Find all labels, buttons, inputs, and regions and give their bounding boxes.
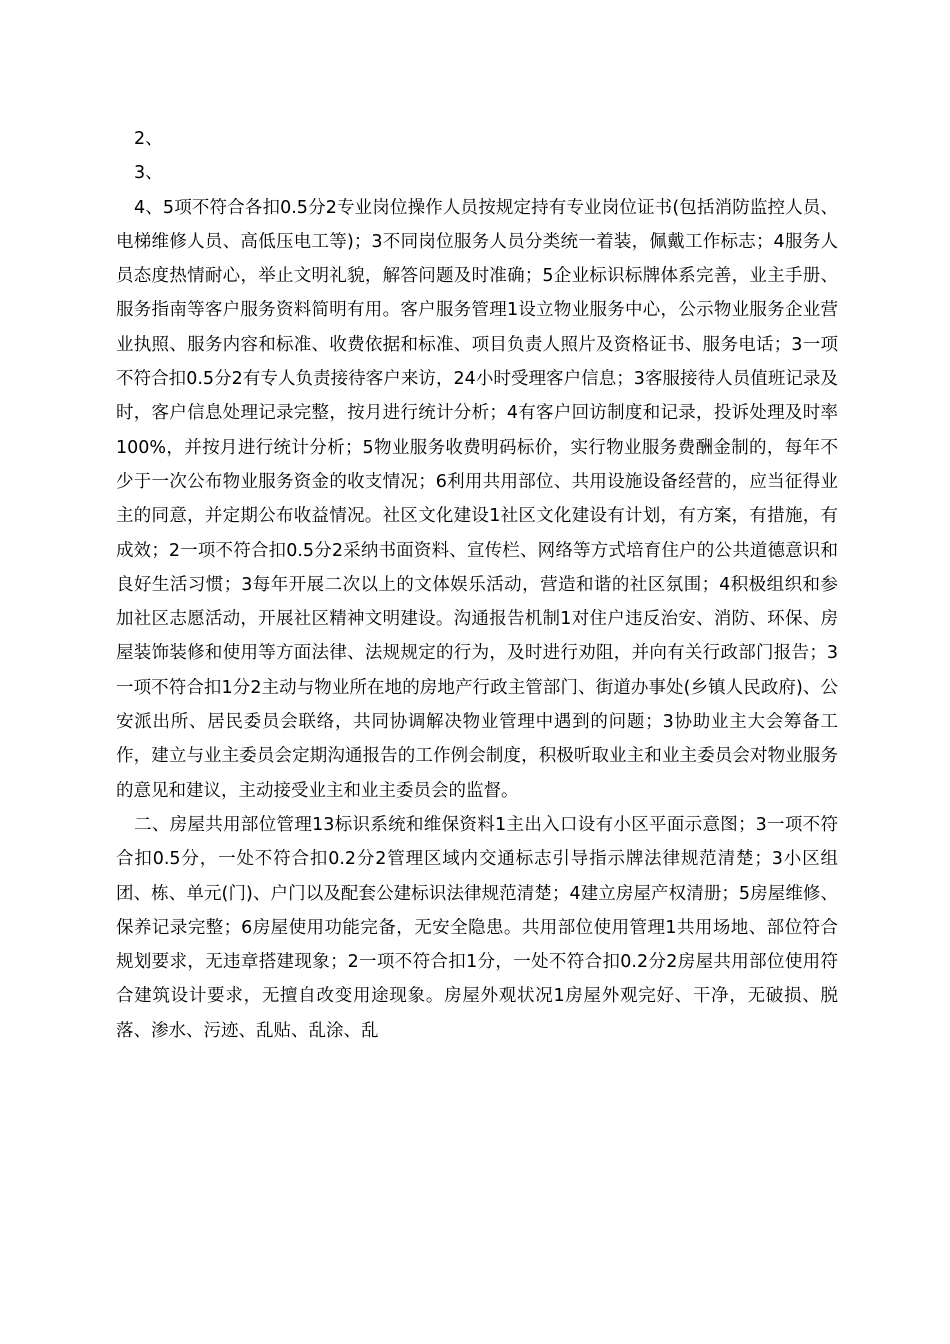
document-body [116,122,838,1048]
paragraph-shared-parts-management: 二、房屋共用部位管理13标识系统和维保资料1主出入口设有小区平面示意图；3一项不符合扣0.5分，一处不符合扣0.2分2管理区域内交通标志引导指示牌法律规范清楚；3小区组团、栋、单元(门)、户门以及配套公建标识法律规范清楚；4建立房屋产权清册；5房屋维修、保养记录完整；6房屋使用功能完备，无安全隐患。共用部位使用管理1共用场地、部位符合规划要求，无违章搭建现象；2一项不符合扣1分，一处不符合扣0.2分2房屋共用部位使用符合建筑设计要求，无擅自改变用途现象。房屋外观状况1房屋外观完好、干净，无破损、脱落、渗水、污迹、乱贴、乱涂、乱 [116,814,838,1041]
list-item-2: 2、 [134,129,163,149]
list-item-3: 3、 [134,163,163,184]
paragraph-customer-service: 4、5项不符合各扣0.5分2专业岗位操作人员按规定持有专业岗位证书(包括消防监控人员、电梯维修人员、高低压电工等)；3不同岗位服务人员分类统一着装，佩戴工作标志；4服务人员态度热情耐心，举止文明礼貌，解答问题及时准确；5企业标识标牌体系完善，业主手册、服务指南等客户服务资料简明有用。客户服务管理1设立物业服务中心，公示物业服务企业营业执照、服务内容和标准、收费依据和标准、项目负责人照片及资格证书、服务电话；3一项不符合扣0.5分2有专人负责接待客户来访，24小时受理客户信息；3客服接待人员值班记录及时，客户信息处理记录完整，按月进行统计分析；4有客户回访制度和记录，投诉处理及时率100%，并按月进行统计分析；5物业服务收费明码标价，实行物业服务费酬金制的，每年不少于一次公布物业服务资金的收支情况；6利用共用部位、共用设施设备经营的，应当征得业主的同意，并定期公布收益情况。社区文化建设1社区文化建设有计划，有方案，有措施，有成效；2一项不符合扣0.5分2采纳书面资料、宣传栏、网络等方式培育住户的公共道德意识和良好生活习惯；3每年开展二次以上的文体娱乐活动，营造和谐的社区氛围；4积极组织和参加社区志愿活动，开展社区精神文明建设。沟通报告机制1对住户违反治安、消防、环保、房屋装饰装修和使用等方面法律、法规规定的行为，及时进行劝阻，并向有关行政部门报告；3一项不符合扣1分2主动与物业所在地的房地产行政主管部门、街道办事处(乡镇人民政府)、公安派出所、居民委员会联络，共同协调解决物业管理中遇到的问题；3协助业主大会筹备工作，建立与业主委员会定期沟通报告的工作例会制度，积极听取业主和业主委员会对物业服务的意见和建议，主动接受业主和业主委员会的监督。 [116,197,838,801]
